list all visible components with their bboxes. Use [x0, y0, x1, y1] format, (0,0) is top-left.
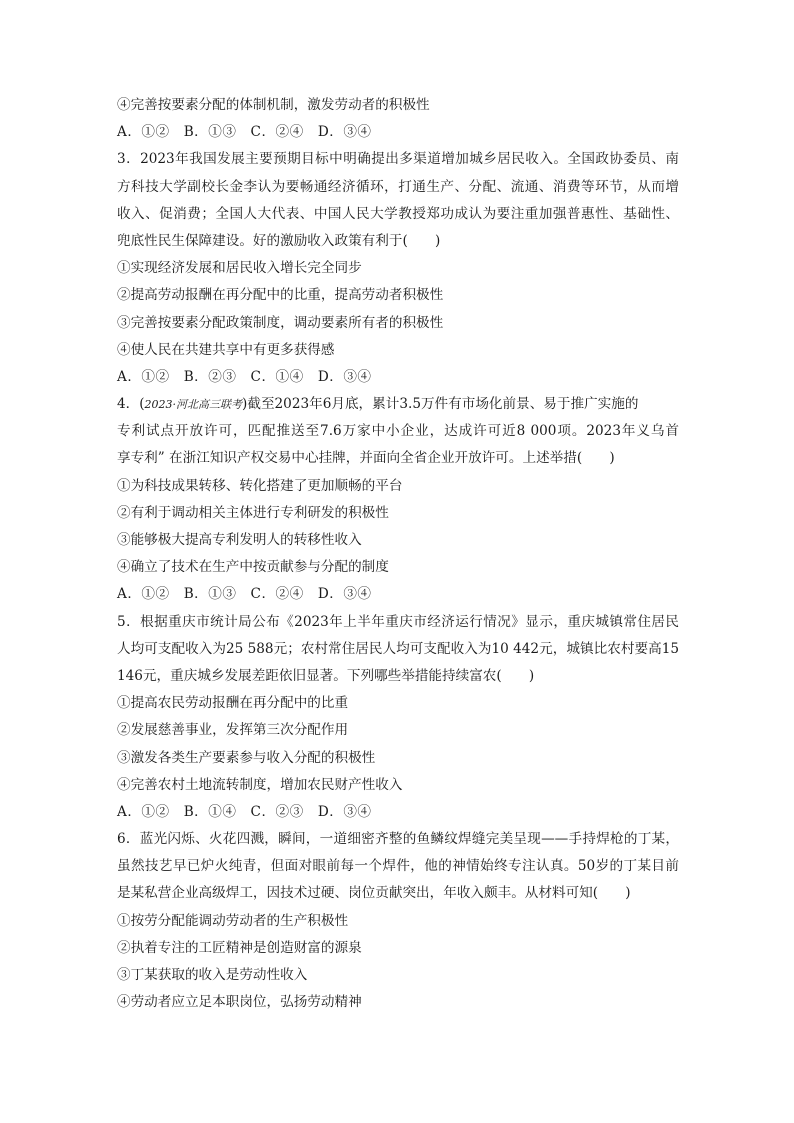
q3-item-2: ②提高劳动报酬在再分配中的比重，提高劳动者积极性	[117, 287, 444, 304]
question-5	[117, 609, 679, 827]
q4-item-3: ③能够极大提高专利发明人的转移性收入	[117, 532, 362, 548]
q5-stem-line: 5．根据重庆市统计局公布《2023年上半年重庆市经济运行情况》显示，重庆城镇常住居民	[117, 613, 679, 630]
q3-item-4: ④使人民在共建共享中有更多获得感	[117, 341, 335, 358]
q3-item-3: ③完善按要素分配政策制度，调动要素所有者的积极性	[117, 314, 444, 331]
q6-stem-line: 虽然技艺早已炉火纯青，但面对眼前每一个焊件，他的神情始终专注认真。50岁的丁某目前	[117, 858, 679, 875]
q6-item-4: ④劳动者应立足本职岗位，弘扬劳动精神	[117, 994, 362, 1011]
q3-stem-line: 3．2023年我国发展主要预期目标中明确提出多渠道增加城乡居民收入。全国政协委员、南	[117, 151, 679, 168]
q5-item-4: ④完善农村土地流转制度，增加农民财产性收入	[117, 776, 403, 793]
page-content	[117, 92, 679, 1016]
q4-source-tag: 2023·河北高三联考	[144, 398, 243, 412]
q4-number: 4．(	[117, 396, 145, 413]
q5-item-1: ①提高农民劳动报酬在再分配中的比重	[117, 695, 349, 712]
q5-stem-line: 人均可支配收入为25 588元；农村常住居民人均可支配收入为10 442元，城镇比农村要高15	[117, 640, 679, 657]
q4-options: A．①② B．①③ C．②④ D．③④	[117, 586, 372, 603]
q5-item-3: ③激发各类生产要素参与收入分配的积极性	[117, 749, 376, 766]
q5-options: A．①② B．①④ C．②③ D．③④	[117, 803, 372, 820]
q6-stem-line: 是某私营企业高级焊工，因技术过硬、岗位贡献突出，年收入颇丰。从材料可知( )	[117, 885, 631, 902]
q6-item-1: ①按劳分配能调动劳动者的生产积极性	[117, 912, 349, 929]
q4-stem-text: )截至2023年6月底，累计3.5万件有市场化前景、易于推广实施的	[242, 396, 639, 413]
q5-stem-line: 146元，重庆城乡发展差距依旧显著。下列哪些举措能持续富农( )	[117, 667, 535, 684]
question-3	[117, 146, 679, 391]
q4-stem-line: 专利试点开放许可，匹配推送至7.6万家中小企业，达成许可近8 000项。2023年义乌首	[117, 423, 679, 440]
q4-item-2: ②有利于调动相关主体进行专利研发的积极性	[117, 504, 389, 521]
q2-options: A．①② B．①③ C．②④ D．③④	[117, 124, 372, 141]
q6-item-3: ③丁某获取的收入是劳动性收入	[117, 967, 308, 983]
q6-stem-line: 6．蓝光闪烁、火花四溅，瞬间，一道细密齐整的鱼鳞纹焊缝完美呈现——手持焊枪的丁某，	[117, 831, 679, 848]
q3-stem-line: 兜底性民生保障建设。好的激励收入政策有利于( )	[117, 232, 441, 249]
q4-item-1: ①为科技成果转移、转化搭建了更加顺畅的平台	[117, 477, 403, 494]
q3-stem-line: 收入、促消费；全国人大代表、中国人民大学教授郑功成认为要注重加强普惠性、基础性、	[117, 205, 679, 222]
q3-stem-line: 方科技大学副校长金李认为要畅通经济循环，打通生产、分配、流通、消费等环节，从而增	[117, 178, 679, 195]
q4-stem-line	[117, 391, 679, 418]
q4-item-4: ④确立了技术在生产中按贡献参与分配的制度	[117, 559, 389, 576]
q6-item-2: ②执着专注的工匠精神是创造财富的源泉	[117, 939, 362, 956]
question-6	[117, 826, 679, 1016]
q3-options: A．①② B．②③ C．①④ D．③④	[117, 368, 372, 385]
q4-stem-line: 享专利” 在浙江知识产权交易中心挂牌，并面向全省企业开放许可。上述举措( )	[117, 450, 615, 467]
q3-item-1: ①实现经济发展和居民收入增长完全同步	[117, 260, 362, 277]
q2-item-4: ④完善按要素分配的体制机制，激发劳动者的积极性	[117, 97, 430, 113]
question-4	[117, 391, 679, 609]
q5-item-2: ②发展慈善事业，发挥第三次分配作用	[117, 722, 349, 739]
